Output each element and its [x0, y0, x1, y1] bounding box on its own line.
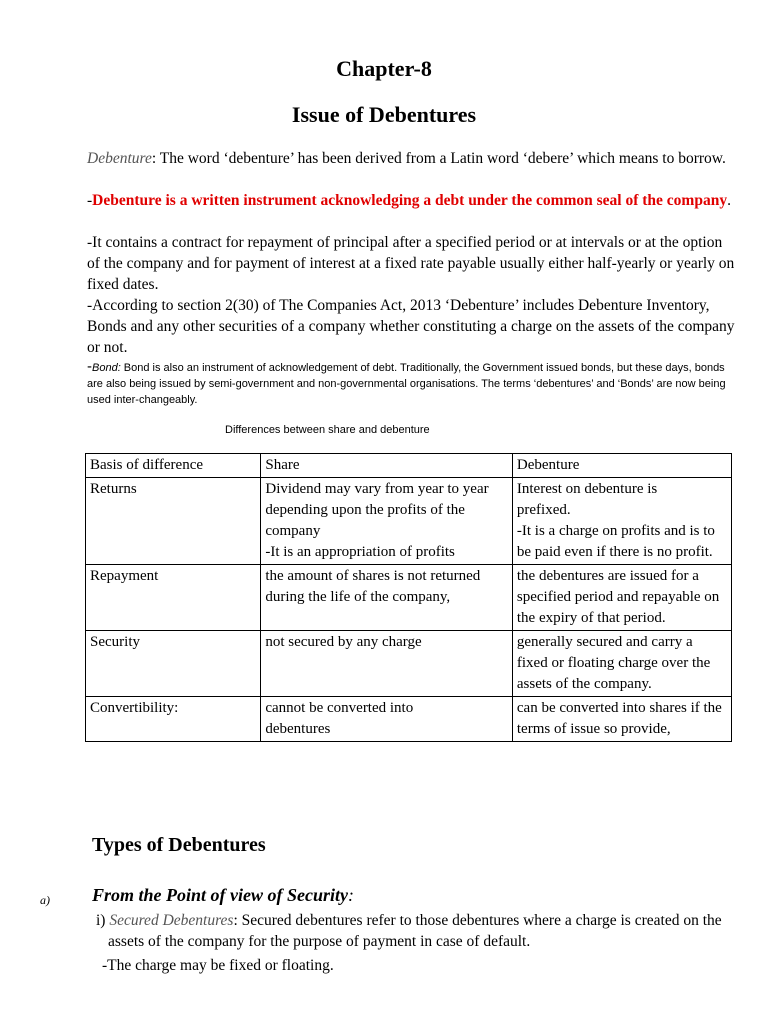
- types-heading: Types of Debentures: [92, 834, 266, 856]
- red-line-prefix: -: [87, 192, 93, 209]
- item-number: i): [96, 912, 110, 929]
- cell-line: Dividend may vary from year to year depending upon the profits of the company: [265, 481, 489, 539]
- cell-line: -It is a charge on profits and is to be paid even if there is no profit.: [516, 523, 715, 560]
- table-row: [86, 565, 732, 631]
- table-row: [86, 478, 732, 565]
- item-text: Secured debentures refer to those debentures where a charge is created on the assets of the company for the purpose of payment in case of default.: [108, 912, 722, 950]
- cell-line: the debentures are issued for a specified period and repayable on the expiry of that period.: [516, 568, 720, 626]
- cell-line: Interest on debenture is prefixed.: [516, 481, 658, 518]
- row-basis: Returns: [86, 478, 261, 565]
- chapter-number: Chapter-8: [336, 56, 432, 81]
- cell-line: cannot be converted into debentures: [265, 700, 414, 737]
- red-line-suffix: .: [727, 192, 731, 209]
- item-term: Secured Debentures: [109, 912, 234, 929]
- row-share: [261, 565, 513, 631]
- bond-note-text: Bond is also an instrument of acknowledgement of debt. Traditionally, the Government issued bonds, but these days, bonds are also being issued by semi-government and non-governmental organisations. The terms ‘debentures’ and ‘Bonds’ are now being used inter-changeably.: [87, 362, 726, 406]
- table-header-row: [86, 454, 732, 478]
- definition-paragraph: [87, 148, 737, 169]
- row-share: [261, 697, 513, 742]
- row-debenture: [512, 565, 731, 631]
- definition-term: Debenture: [87, 150, 152, 167]
- definition-text: The word ‘debenture’ has been derived from a Latin word ‘debere’ which means to borrow.: [159, 150, 726, 167]
- bond-note-prefix: -: [87, 358, 92, 375]
- header-share: Share: [261, 454, 513, 478]
- row-debenture: [512, 697, 731, 742]
- section-marker: a): [40, 893, 50, 907]
- secured-debentures-item: [96, 910, 732, 952]
- table-row: [86, 697, 732, 742]
- page-title: Issue of Debentures: [291, 102, 477, 127]
- cell-line: not secured by any charge: [265, 634, 422, 650]
- security-heading-text: From the Point of view of Security: [92, 885, 348, 905]
- charge-note: -The charge may be fixed or floating.: [102, 957, 334, 974]
- definition-colon: :: [151, 150, 160, 167]
- differences-table: [85, 453, 732, 742]
- row-debenture: [512, 631, 731, 697]
- table-caption: Differences between share and debenture: [225, 424, 430, 436]
- table-row: [86, 631, 732, 697]
- row-basis: Repayment: [86, 565, 261, 631]
- cell-line: generally secured and carry a fixed or floating charge over the assets of the company.: [516, 634, 711, 692]
- row-basis: Convertibility:: [86, 697, 261, 742]
- red-line-text: Debenture is a written instrument acknowledging a debt under the common seal of the company: [92, 192, 728, 209]
- bond-note-term: Bond:: [92, 362, 121, 374]
- security-heading-suffix: :: [348, 885, 354, 905]
- row-debenture: [512, 478, 731, 565]
- bond-note: [87, 359, 737, 408]
- row-basis: Security: [86, 631, 261, 697]
- definition-red-line: [87, 190, 737, 211]
- security-heading: [92, 885, 354, 906]
- header-basis: Basis of difference: [86, 454, 261, 478]
- cell-line: -It is an appropriation of profits: [265, 544, 455, 560]
- contract-paragraph: -It contains a contract for repayment of principal after a specified period or at intervals or at the option of the company and for payment of interest at a fixed rate payable usually either half-yearly or yearly on fixed dates.: [87, 234, 735, 293]
- cell-line: can be converted into shares if the terms of issue so provide,: [516, 700, 722, 737]
- row-share: [261, 631, 513, 697]
- section-paragraph: -According to section 2(30) of The Companies Act, 2013 ‘Debenture’ includes Debenture Inventory, Bonds and any other securities of a company whether constituting a charge on the assets of the company or not.: [87, 297, 735, 356]
- header-debenture: Debenture: [512, 454, 731, 478]
- row-share: [261, 478, 513, 565]
- cell-line: the amount of shares is not returned during the life of the company,: [265, 568, 481, 605]
- item-colon: :: [233, 912, 242, 929]
